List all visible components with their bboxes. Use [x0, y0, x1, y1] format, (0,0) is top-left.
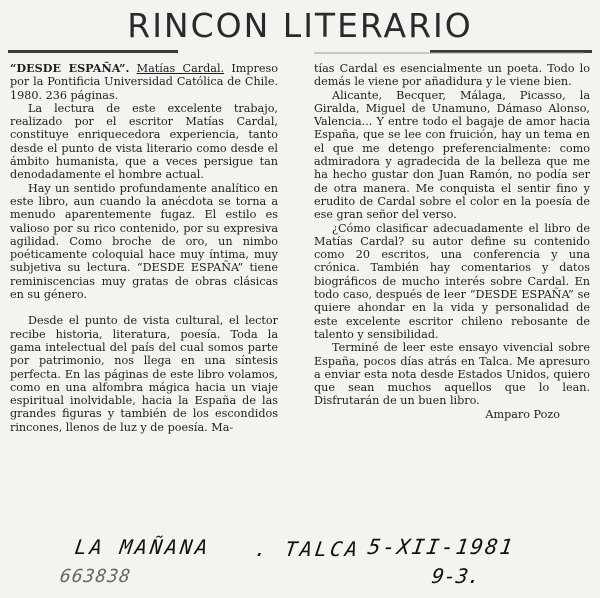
paragraph: ¿Cómo clasificar adecuadamente el libro de Matías Cardal? su autor define su contenido como 20 escritos, una conferencia y una crónica. También hay comentarios y datos biográficos de mucho interés sobre Cardal. En todo caso, después de leer “DESDE ESPAÑA” se quiere ahondar en la vida y personalidad de este excelente escritor chileno rebosante de talento y sensibilidad. — [314, 221, 590, 341]
masthead-rule-left — [8, 50, 178, 53]
paragraph: Alicante, Becquer, Málaga, Picasso, la Giralda, Miguel de Unamuno, Dámaso Alonso, Valencia... Y entre todo el bagaje de amor hacia España, que se lee con fruición, hay un tema en el que me detengo preferencialmente: como admiradora y agradecida de la belleza que me ha hecho gustar don Juan Ramón, no podía ser de otra manera. Me conquista el sentir fino y erudito de Cardal sobre el color en la poesía de ese gran señor del verso. — [314, 88, 590, 222]
handwritten-city: . TALCA — [253, 537, 362, 561]
author-signature: Amparo Pozo — [485, 407, 560, 421]
handwritten-newspaper-name: LA MAÑANA — [73, 535, 213, 559]
book-title: “DESDE ESPAÑA”. — [10, 61, 130, 75]
book-details: Impreso por la Pontificia Universidad Católica de Chile. 1980. 236 páginas. — [10, 62, 278, 102]
paragraph: tías Cardal es esencialmente un poeta. Todo lo demás le viene por añadidura y le viene bien. — [314, 62, 590, 89]
section-masthead: RINCON LITERARIO — [127, 6, 473, 45]
book-reference — [10, 62, 278, 102]
catalog-number: 663838 — [58, 566, 133, 587]
print-scratch — [314, 52, 584, 54]
book-author: Matías Cardal. — [136, 62, 225, 75]
paragraph: Hay un sentido profundamente analítico en este libro, aun cuando la anécdota se torna a menudo aparentemente fugaz. El estilo es valioso por su rico contenido, por su expresiva agilidad. Como broche de oro, un nimbo poéticamente coloquial hace muy íntima, muy subjetiva su lectura. “DESDE ESPAÑA” tiene reminiscencias muy gratas de obras clásicas en su género. — [10, 181, 278, 302]
left-column — [10, 62, 278, 434]
handwritten-page-ref: 9-3. — [430, 564, 482, 588]
paragraph: Terminé de leer este ensayo vivencial sobre España, pocos días atrás en Talca. Me apresuro a enviar esta nota desde Estados Unidos, quiero que sean muchos aquellos que lo lean. Disfrutarán de un buen libro. — [314, 341, 590, 408]
paragraph: Desde el punto de vista cultural, el lector recibe historia, literatura, poesía. Toda la gama intelectual del país del cual somos parte por patrimonio, nos llega en una síntesis perfecta. En las páginas de este libro volamos, como en una alfombra mágica hacia un viaje espiritual inolvidable, hacia la España de las grandes figuras y también de los escondidos rincones, llenos de luz y de poesía. Ma- — [10, 314, 278, 434]
paragraph: La lectura de este excelente trabajo, realizado por el escritor Matías Cardal, constituye enriquecedora experiencia, tanto desde el punto de vista literario como desde el ámbito humanista, que a veces persigue tan denodadamente el hombre actual. — [10, 101, 278, 182]
handwritten-date: 5-XII-1981 — [366, 535, 517, 559]
right-column — [314, 62, 590, 421]
